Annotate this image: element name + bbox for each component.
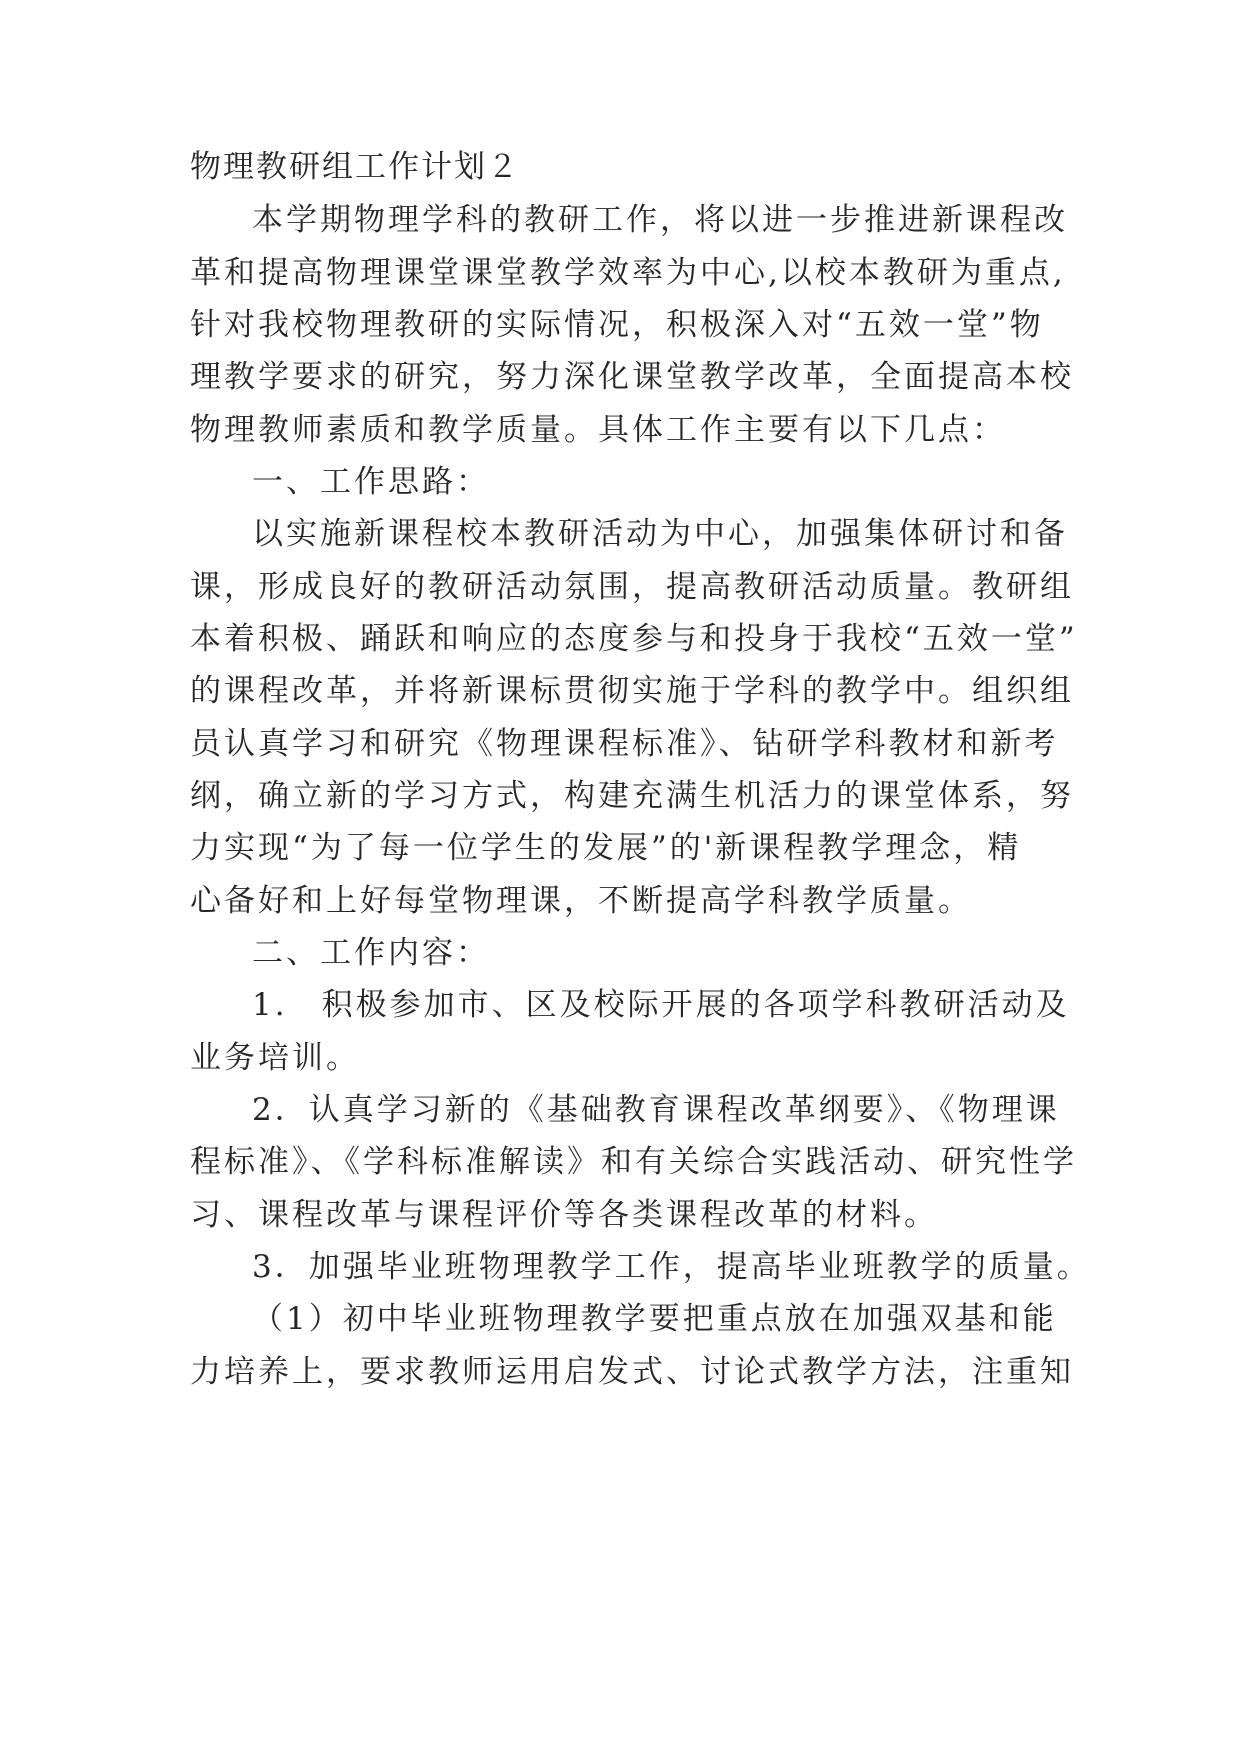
list-item: 1. 积极参加市、区及校际开展的各项学科教研活动及: [252, 987, 1070, 1023]
paragraph-line: 纲，确立新的学习方式，构建充满生机活力的课堂体系，努: [190, 778, 1074, 814]
list-item-continuation: 习、课程改革与课程评价等各类课程改革的材料。: [190, 1197, 938, 1233]
paragraph-line: 课，形成良好的教研活动氛围，提高教研活动质量。教研组: [190, 569, 1074, 605]
paragraph-line: 力实现“为了每一位学生的发展”的'新课程教学理念，精: [190, 830, 1022, 866]
paragraph-line: 以实施新课程校本教研活动为中心，加强集体研讨和备: [252, 516, 1068, 552]
section-heading: 一、工作思路：: [252, 464, 490, 500]
document-title: 物理教研组工作计划２: [190, 149, 520, 185]
paragraph-line: 理教学要求的研究，努力深化课堂教学改革，全面提高本校: [190, 359, 1074, 395]
paragraph-line: 本学期物理学科的教研工作，将以进一步推进新课程改: [252, 202, 1068, 238]
paragraph-line: 的课程改革，并将新课标贯彻实施于学科的教学中。组织组: [190, 673, 1074, 709]
paragraph-line: 物理教师素质和教学质量。具体工作主要有以下几点：: [190, 412, 1006, 448]
section-heading: 二、工作内容：: [252, 935, 490, 971]
sub-list-item: （1）初中毕业班物理教学要把重点放在加强双基和能: [252, 1301, 1057, 1337]
paragraph-line: 员认真学习和研究《物理课程标准》、钻研学科教材和新考: [190, 726, 1059, 762]
list-item: 2．认真学习新的《基础教育课程改革纲要》、《物理课: [252, 1092, 1060, 1128]
paragraph-line: 革和提高物理课堂课堂教学效率为中心,以校本教研为重点,: [190, 255, 1066, 291]
paragraph-line: 本着积极、踊跃和响应的态度参与和投身于我校“五效一堂”: [190, 621, 1078, 657]
list-item-continuation: 程标准》、《学科标准解读》和有关综合实践活动、研究性学: [190, 1144, 1077, 1180]
list-item: 3．加强毕业班物理教学工作，提高毕业班教学的质量。: [252, 1249, 1091, 1285]
sub-list-item-continuation: 力培养上，要求教师运用启发式、讨论式教学方法，注重知: [190, 1354, 1074, 1390]
paragraph-line: 针对我校物理教研的实际情况，积极深入对“五效一堂”物: [190, 307, 1044, 343]
paragraph-line: 心备好和上好每堂物理课，不断提高学科教学质量。: [190, 883, 972, 919]
list-item-continuation: 业务培训。: [190, 1040, 360, 1076]
